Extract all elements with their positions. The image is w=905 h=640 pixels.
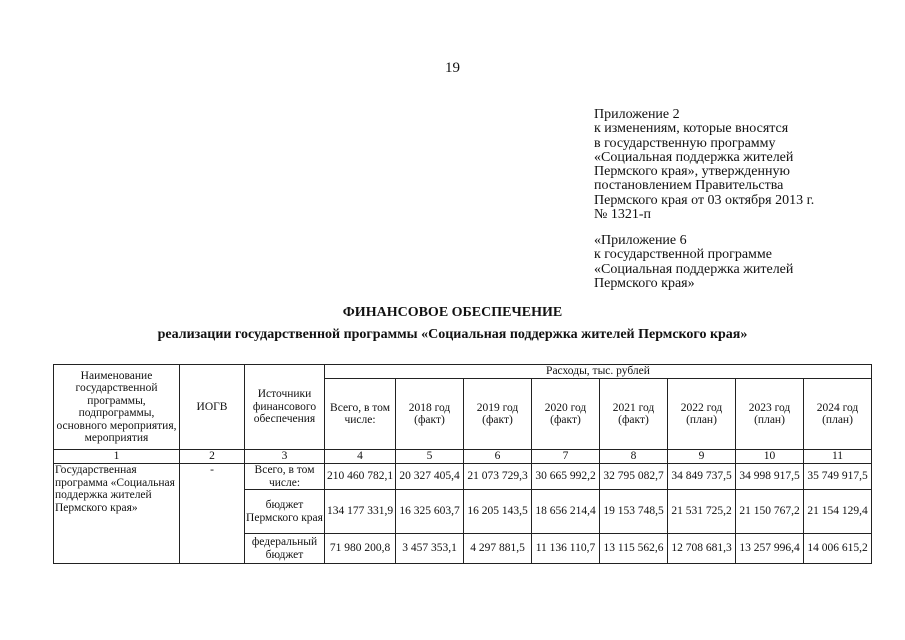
header-2023: 2023 год (план) xyxy=(736,379,804,450)
index-cell: 7 xyxy=(532,450,600,464)
value-cell: 16 325 603,7 xyxy=(396,490,464,534)
header-expenses: Расходы, тыс. рублей xyxy=(325,365,872,379)
value-cell: 14 006 615,2 xyxy=(804,534,872,564)
index-cell: 1 xyxy=(54,450,180,464)
header-2022: 2022 год (план) xyxy=(668,379,736,450)
iogv-cell: - xyxy=(180,464,245,564)
header-2018: 2018 год (факт) xyxy=(396,379,464,450)
header-iogv: ИОГВ xyxy=(180,365,245,450)
index-cell: 11 xyxy=(804,450,872,464)
header-2019: 2019 год (факт) xyxy=(464,379,532,450)
value-cell: 34 998 917,5 xyxy=(736,464,804,490)
value-cell: 34 849 737,5 xyxy=(668,464,736,490)
value-cell: 21 531 725,2 xyxy=(668,490,736,534)
appendix-2-block: Приложение 2 к изменениям, которые вносятся в государственную программу «Социальная поддержка жителей Пермского края», утвержденную постановлением Правительства Пермского края от 03 октября 2013 г. № 1321-п xyxy=(594,107,815,223)
value-cell: 21 154 129,4 xyxy=(804,490,872,534)
index-cell: 6 xyxy=(464,450,532,464)
value-cell: 32 795 082,7 xyxy=(600,464,668,490)
table-row xyxy=(54,464,872,490)
program-name-cell: Государственная программа «Социальная поддержка жителей Пермского края» xyxy=(54,464,180,564)
document-subtitle: реализации государственной программы «Социальная поддержка жителей Пермского края» xyxy=(157,327,748,342)
appendix-6-block: «Приложение 6 к государственной программе «Социальная поддержка жителей Пермского края» xyxy=(594,233,794,291)
header-2021: 2021 год (факт) xyxy=(600,379,668,450)
source-cell: бюджет Пермского края xyxy=(245,490,325,534)
index-cell: 9 xyxy=(668,450,736,464)
value-cell: 11 136 110,7 xyxy=(532,534,600,564)
value-cell: 13 115 562,6 xyxy=(600,534,668,564)
value-cell: 13 257 996,4 xyxy=(736,534,804,564)
index-cell: 5 xyxy=(396,450,464,464)
index-cell: 4 xyxy=(325,450,396,464)
value-cell: 30 665 992,2 xyxy=(532,464,600,490)
header-2020: 2020 год (факт) xyxy=(532,379,600,450)
index-cell: 10 xyxy=(736,450,804,464)
value-cell: 3 457 353,1 xyxy=(396,534,464,564)
header-2024: 2024 год (план) xyxy=(804,379,872,450)
header-total: Всего, в том числе: xyxy=(325,379,396,450)
source-cell: федеральный бюджет xyxy=(245,534,325,564)
financing-table xyxy=(53,364,872,564)
value-cell: 19 153 748,5 xyxy=(600,490,668,534)
value-cell: 18 656 214,4 xyxy=(532,490,600,534)
document-title: ФИНАНСОВОЕ ОБЕСПЕЧЕНИЕ xyxy=(342,305,563,320)
header-name: Наименование государственной программы, подпрограммы, основного мероприятия, мероприятия xyxy=(54,365,180,450)
value-cell: 20 327 405,4 xyxy=(396,464,464,490)
index-row xyxy=(54,450,872,464)
value-cell: 21 073 729,3 xyxy=(464,464,532,490)
index-cell: 8 xyxy=(600,450,668,464)
value-cell: 12 708 681,3 xyxy=(668,534,736,564)
value-cell: 71 980 200,8 xyxy=(325,534,396,564)
value-cell: 210 460 782,1 xyxy=(325,464,396,490)
page-number: 19 xyxy=(445,60,460,76)
index-cell: 3 xyxy=(245,450,325,464)
value-cell: 35 749 917,5 xyxy=(804,464,872,490)
value-cell: 21 150 767,2 xyxy=(736,490,804,534)
value-cell: 134 177 331,9 xyxy=(325,490,396,534)
source-cell: Всего, в том числе: xyxy=(245,464,325,490)
value-cell: 16 205 143,5 xyxy=(464,490,532,534)
index-cell: 2 xyxy=(180,450,245,464)
header-sources: Источники финансового обеспечения xyxy=(245,365,325,450)
value-cell: 4 297 881,5 xyxy=(464,534,532,564)
